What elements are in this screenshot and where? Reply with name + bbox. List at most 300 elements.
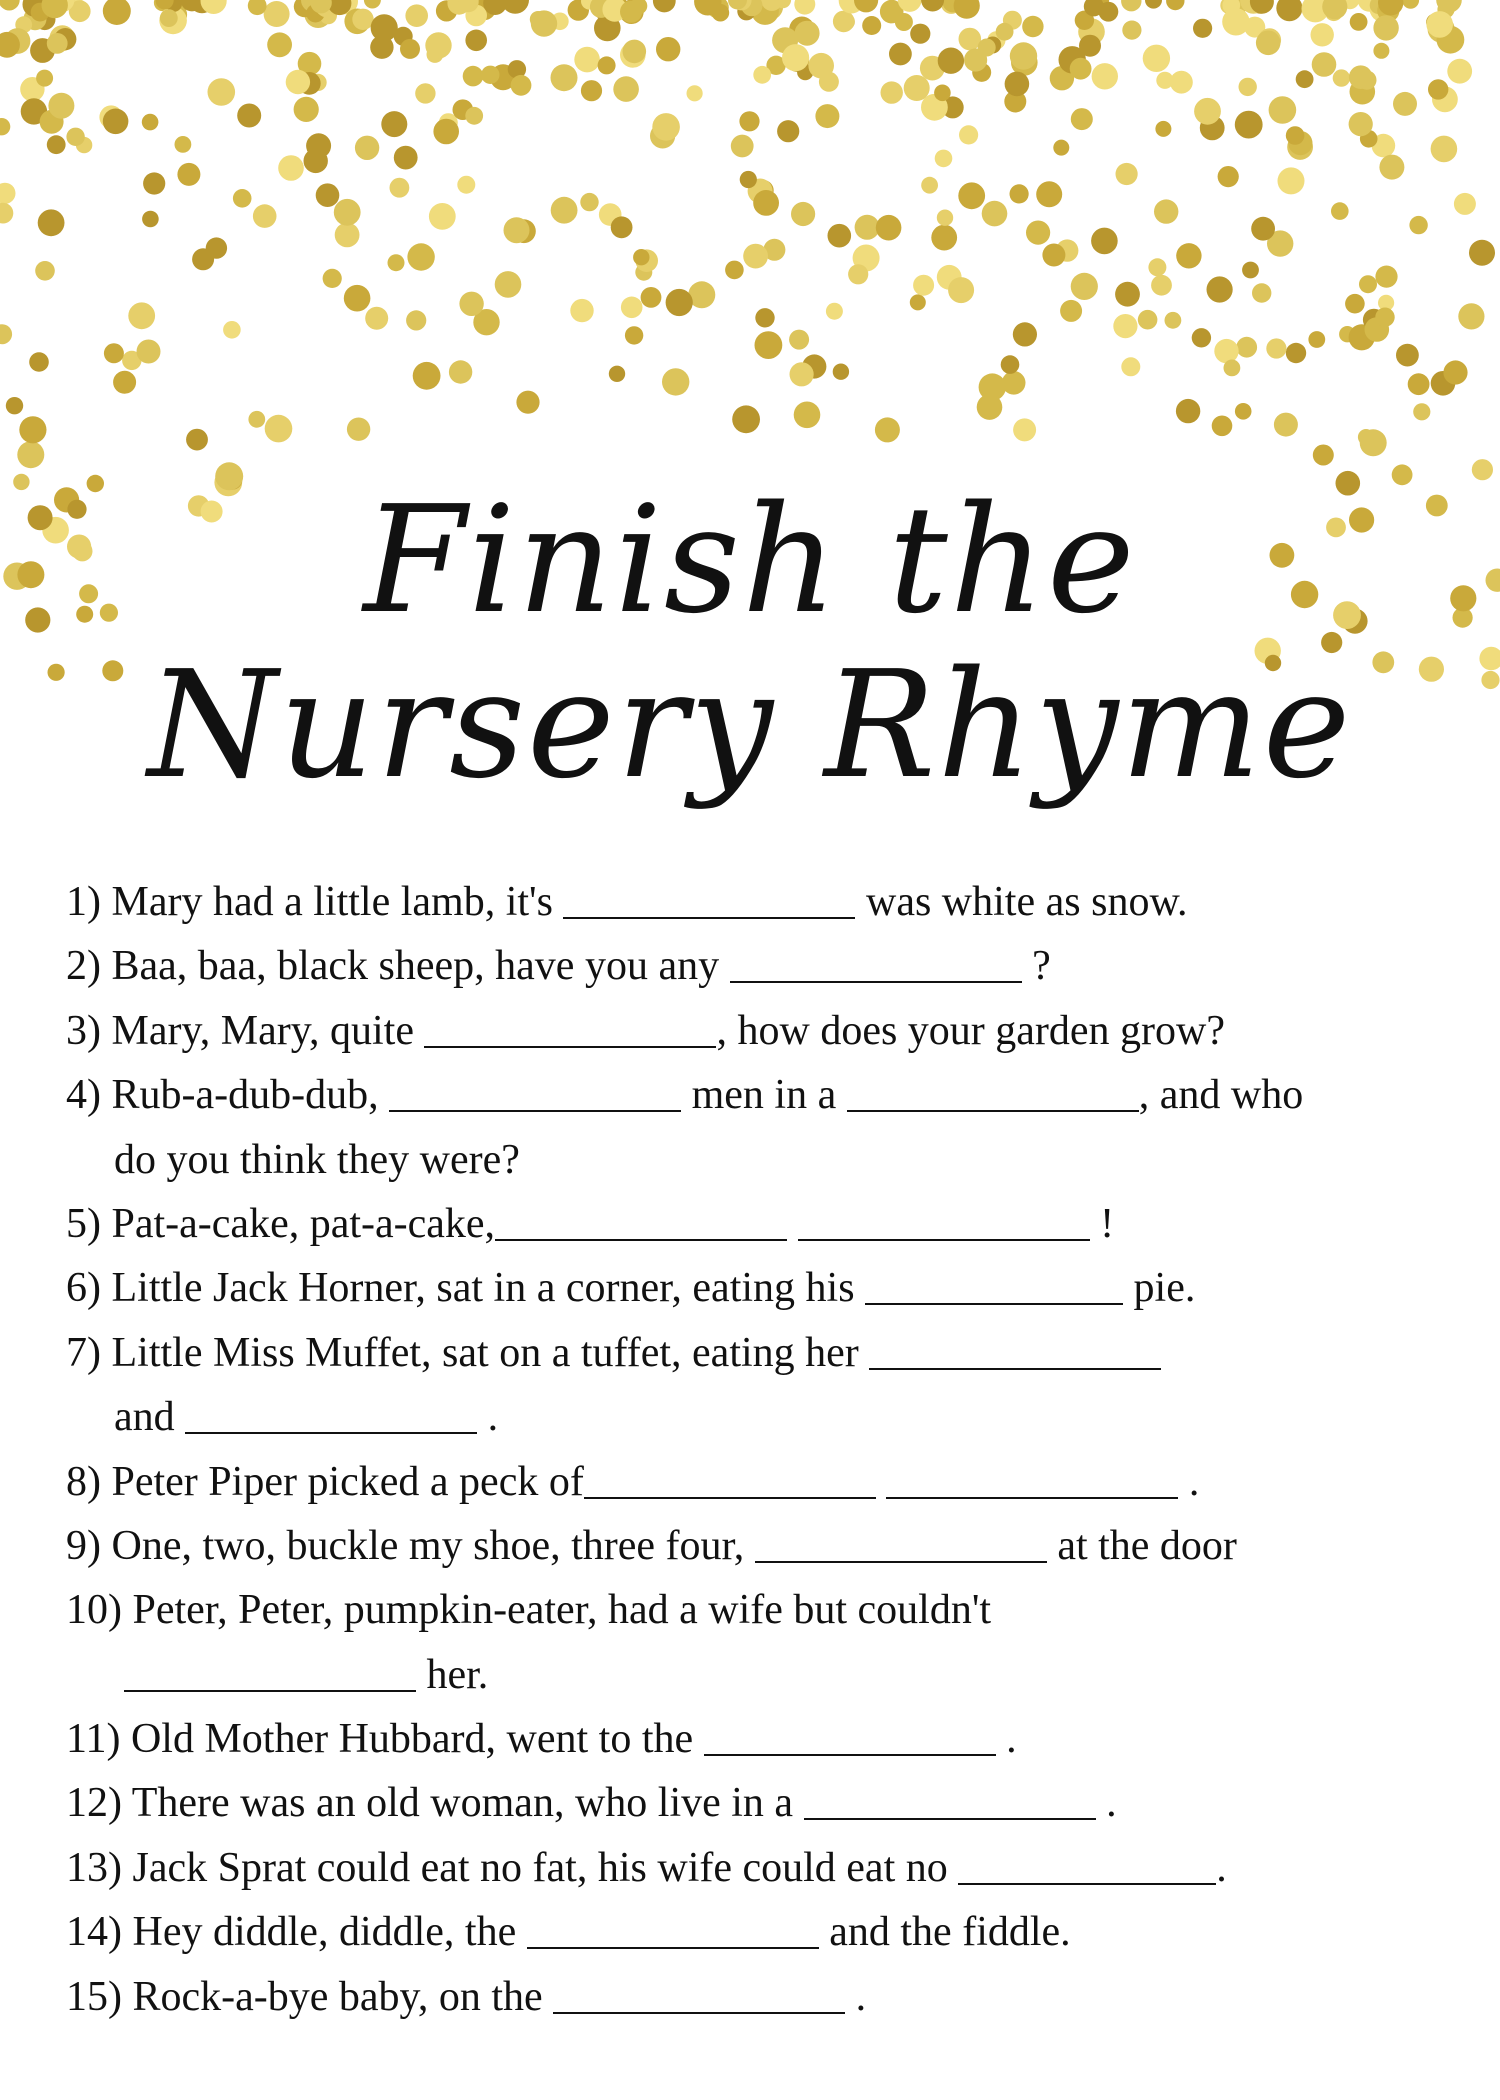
confetti-dot xyxy=(1286,343,1306,363)
answer-blank[interactable] xyxy=(495,1199,787,1241)
confetti-dot xyxy=(449,360,472,383)
confetti-dot xyxy=(495,271,522,298)
confetti-dot xyxy=(223,321,241,339)
confetti-dot xyxy=(1308,331,1325,348)
confetti-dot xyxy=(175,136,192,153)
confetti-dot xyxy=(1222,8,1249,35)
confetti-dot xyxy=(1170,71,1193,94)
question-number: 2) xyxy=(66,943,101,990)
confetti-dot xyxy=(958,182,985,209)
confetti-dot xyxy=(103,0,131,25)
confetti-dot xyxy=(1193,19,1212,38)
question-text: her. xyxy=(426,1651,489,1698)
confetti-dot xyxy=(1148,258,1166,276)
confetti-dot xyxy=(1022,16,1043,37)
confetti-dot xyxy=(904,75,930,101)
confetti-dot xyxy=(795,21,820,46)
confetti-dot xyxy=(142,211,159,228)
confetti-dot xyxy=(1071,273,1098,300)
question-10 xyxy=(66,1578,1466,1642)
question-text: ! xyxy=(1100,1200,1115,1247)
question-text: Mary had a little lamb, it's xyxy=(111,879,553,925)
confetti-dot xyxy=(413,362,441,390)
confetti-dot xyxy=(833,364,849,380)
confetti-dot xyxy=(782,44,809,71)
confetti-dot xyxy=(29,352,49,372)
title-line-1: Finish the xyxy=(363,474,1137,646)
confetti-dot xyxy=(278,155,304,181)
confetti-dot xyxy=(352,9,373,30)
answer-blank[interactable] xyxy=(798,1199,1090,1241)
question-number: 1) xyxy=(66,879,101,925)
confetti-dot xyxy=(959,28,982,51)
confetti-dot xyxy=(388,254,405,271)
question-13 xyxy=(66,1836,1466,1900)
confetti-dot xyxy=(1431,136,1458,163)
confetti-dot xyxy=(996,23,1014,41)
question-text: Little Jack Horner, sat in a corner, eating his xyxy=(111,1265,855,1312)
confetti-dot xyxy=(1235,111,1263,139)
confetti-dot xyxy=(1154,199,1178,223)
confetti-dot xyxy=(390,178,410,198)
confetti-dot xyxy=(1071,108,1093,130)
confetti-dot xyxy=(1359,275,1377,293)
answer-blank[interactable] xyxy=(958,1843,1216,1885)
confetti-dot xyxy=(687,85,703,101)
question-4 xyxy=(66,1063,1466,1127)
answer-blank[interactable] xyxy=(847,1070,1139,1112)
confetti-dot xyxy=(1121,0,1141,11)
confetti-dot xyxy=(666,289,693,316)
confetti-dot xyxy=(613,76,639,102)
confetti-dot xyxy=(1251,217,1275,241)
question-number: 5) xyxy=(66,1200,101,1247)
confetti-dot xyxy=(1026,221,1050,245)
confetti-dot xyxy=(371,14,398,41)
confetti-dot xyxy=(1156,72,1173,89)
confetti-dot xyxy=(1408,373,1430,395)
confetti-dot xyxy=(316,183,340,207)
confetti-dot xyxy=(0,0,20,11)
confetti-dot xyxy=(1333,69,1350,86)
confetti-dot xyxy=(623,40,647,64)
confetti-dot xyxy=(394,146,418,170)
question-text: , and who xyxy=(1138,1072,1304,1119)
answer-blank[interactable] xyxy=(527,1907,819,1949)
confetti-dot xyxy=(979,373,1006,400)
confetti-dot xyxy=(948,277,974,303)
question-text: There was an old woman, who live in a xyxy=(131,1780,794,1827)
question-text: men in a xyxy=(691,1072,837,1119)
confetti-dot xyxy=(66,128,84,146)
question-text: Peter Piper picked a peck of xyxy=(111,1458,584,1505)
confetti-dot xyxy=(1252,283,1271,302)
question-15 xyxy=(66,1965,1466,2029)
confetti-dot xyxy=(128,302,155,329)
confetti-dot xyxy=(633,249,649,265)
confetti-dot xyxy=(530,11,547,28)
confetti-dot xyxy=(463,66,484,87)
confetti-dot xyxy=(1454,193,1476,215)
confetti-dot xyxy=(652,113,680,141)
question-2 xyxy=(66,934,1466,998)
confetti-dot xyxy=(753,190,779,216)
answer-blank[interactable] xyxy=(563,877,855,919)
confetti-dot xyxy=(1005,72,1030,97)
answer-blank[interactable] xyxy=(869,1328,1161,1370)
confetti-dot xyxy=(334,199,361,226)
confetti-dot xyxy=(0,183,16,204)
confetti-dot xyxy=(347,418,370,441)
confetti-dot xyxy=(662,368,689,395)
confetti-dot xyxy=(1409,216,1427,234)
confetti-dot xyxy=(862,16,881,35)
question-number: 9) xyxy=(66,1522,101,1569)
confetti-dot xyxy=(1396,344,1419,367)
confetti-dot xyxy=(1379,155,1404,180)
question-1 xyxy=(66,870,1466,934)
confetti-dot xyxy=(641,287,662,308)
confetti-dot xyxy=(1458,303,1484,329)
confetti-dot xyxy=(653,0,676,12)
confetti-dot xyxy=(1426,11,1453,38)
confetti-dot xyxy=(1242,262,1259,279)
confetti-dot xyxy=(1373,43,1389,59)
answer-blank[interactable] xyxy=(584,1457,876,1499)
confetti-dot xyxy=(1269,96,1297,124)
question-5 xyxy=(66,1192,1466,1256)
confetti-dot xyxy=(237,104,261,128)
confetti-dot xyxy=(1207,276,1233,302)
confetti-dot xyxy=(921,177,938,194)
confetti-dot xyxy=(142,114,159,131)
confetti-dot xyxy=(0,118,10,135)
confetti-dot xyxy=(1002,371,1026,395)
confetti-dot xyxy=(425,32,451,58)
question-text: Jack Sprat could eat no fat, his wife could eat no xyxy=(132,1844,948,1891)
confetti-dot xyxy=(881,81,903,103)
question-text: Pat-a-cake, pat-a-cake, xyxy=(111,1200,496,1247)
confetti-dot xyxy=(355,136,379,160)
confetti-dot xyxy=(937,210,953,226)
confetti-dot xyxy=(739,111,759,131)
confetti-dot xyxy=(875,417,900,442)
confetti-dot xyxy=(137,340,161,364)
confetti-dot xyxy=(177,163,200,186)
confetti-dot xyxy=(265,415,293,443)
confetti-dot xyxy=(233,189,252,208)
confetti-dot xyxy=(267,32,292,57)
confetti-dot xyxy=(1010,184,1029,203)
confetti-dot xyxy=(264,1,290,27)
confetti-dot xyxy=(17,441,44,468)
confetti-dot xyxy=(1010,42,1037,69)
confetti-dot xyxy=(833,11,855,33)
confetti-dot xyxy=(1036,181,1062,207)
answer-blank[interactable] xyxy=(865,1263,1123,1305)
confetti-dot xyxy=(1349,112,1373,136)
confetti-dot xyxy=(732,405,760,433)
confetti-dot xyxy=(1092,63,1118,89)
confetti-dot xyxy=(192,248,214,270)
question-number: 6) xyxy=(66,1265,101,1312)
confetti-dot xyxy=(248,411,265,428)
confetti-dot xyxy=(1070,58,1092,80)
answer-blank[interactable] xyxy=(755,1521,1047,1563)
confetti-dot xyxy=(1350,13,1368,31)
confetti-dot xyxy=(755,308,774,327)
confetti-dot xyxy=(1212,416,1233,437)
confetti-dot xyxy=(1312,52,1337,77)
confetti-dot xyxy=(1447,59,1472,84)
confetti-dot xyxy=(459,292,483,316)
question-10-continued xyxy=(66,1643,1466,1707)
confetti-dot xyxy=(826,303,843,320)
confetti-dot xyxy=(1311,23,1334,46)
confetti-dot xyxy=(1235,403,1252,420)
confetti-dot xyxy=(1060,300,1082,322)
confetti-dot xyxy=(982,201,1008,227)
confetti-dot xyxy=(335,223,360,248)
confetti-dot xyxy=(516,391,539,414)
confetti-dot xyxy=(1013,322,1037,346)
confetti-dot xyxy=(1375,266,1397,288)
question-text: was white as snow. xyxy=(865,879,1188,925)
question-text: . xyxy=(487,1394,499,1441)
question-9 xyxy=(66,1514,1466,1578)
confetti-dot xyxy=(36,70,53,87)
confetti-dot xyxy=(935,150,953,168)
confetti-dot xyxy=(113,371,136,394)
confetti-dot xyxy=(1331,202,1349,220)
question-number: 12) xyxy=(66,1780,122,1827)
confetti-dot xyxy=(828,224,852,248)
question-text: Peter, Peter, pumpkin-eater, had a wife but couldn't xyxy=(132,1587,992,1634)
question-text: and xyxy=(114,1394,175,1441)
confetti-dot xyxy=(1194,98,1221,125)
confetti-dot xyxy=(656,37,680,61)
question-text: . xyxy=(1216,1844,1227,1891)
confetti-dot xyxy=(931,225,957,251)
answer-blank[interactable] xyxy=(185,1392,477,1434)
confetti-dot xyxy=(789,330,809,350)
confetti-dot xyxy=(0,203,13,224)
confetti-dot xyxy=(889,43,912,66)
confetti-dot xyxy=(1428,79,1448,99)
confetti-dot xyxy=(1413,403,1430,420)
confetti-dot xyxy=(755,331,783,359)
confetti-dot xyxy=(1218,166,1239,187)
confetti-dot xyxy=(791,202,815,226)
confetti-dot xyxy=(35,261,55,281)
confetti-dot xyxy=(407,243,434,270)
confetti-dot xyxy=(910,24,930,44)
question-14 xyxy=(66,1900,1466,1964)
confetti-dot xyxy=(1122,21,1141,40)
confetti-dot xyxy=(743,244,768,269)
confetti-dot xyxy=(186,429,208,451)
question-text: Rock-a-bye baby, on the xyxy=(132,1973,543,2020)
confetti-dot xyxy=(286,70,310,94)
answer-blank[interactable] xyxy=(124,1650,416,1692)
confetti-dot xyxy=(1224,360,1241,377)
question-text: . xyxy=(1006,1716,1017,1763)
answer-blank[interactable] xyxy=(804,1778,1096,1820)
confetti-dot xyxy=(790,362,814,386)
confetti-dot xyxy=(954,0,980,19)
confetti-dot xyxy=(0,324,12,344)
question-number: 7) xyxy=(66,1329,101,1376)
confetti-dot xyxy=(253,204,277,228)
confetti-dot xyxy=(794,0,815,15)
answer-blank[interactable] xyxy=(704,1714,996,1756)
confetti-dot xyxy=(38,209,65,236)
confetti-dot xyxy=(433,119,459,145)
confetti-dot xyxy=(1373,15,1398,40)
question-4-continued xyxy=(66,1128,1466,1192)
question-list xyxy=(66,870,1466,2029)
confetti-dot xyxy=(580,193,598,211)
confetti-dot xyxy=(160,9,178,27)
confetti-dot xyxy=(815,104,839,128)
confetti-dot xyxy=(1278,167,1305,194)
confetti-dot xyxy=(625,326,643,344)
question-3 xyxy=(66,999,1466,1063)
confetti-dot xyxy=(1013,418,1036,441)
question-text: Little Miss Muffet, sat on a tuffet, eating her xyxy=(111,1329,859,1376)
confetti-dot xyxy=(1357,71,1376,90)
answer-blank[interactable] xyxy=(886,1457,1178,1499)
confetti-dot xyxy=(19,416,46,443)
confetti-dot xyxy=(294,97,319,122)
confetti-dot xyxy=(959,125,978,144)
confetti-dot xyxy=(1145,0,1162,9)
question-text: at the door xyxy=(1057,1522,1237,1569)
question-12 xyxy=(66,1771,1466,1835)
confetti-dot xyxy=(978,39,996,57)
answer-blank[interactable] xyxy=(424,1006,716,1048)
confetti-dot xyxy=(934,85,951,102)
confetti-dot xyxy=(47,33,68,54)
answer-blank[interactable] xyxy=(553,1972,845,2014)
question-number: 11) xyxy=(66,1716,121,1763)
question-number: 15) xyxy=(66,1973,122,2020)
confetti-dot xyxy=(1115,282,1140,307)
question-text: and the fiddle. xyxy=(829,1909,1071,1956)
confetti-dot xyxy=(794,402,821,429)
answer-blank[interactable] xyxy=(730,941,1022,983)
confetti-dot xyxy=(1116,163,1138,185)
confetti-dot xyxy=(47,135,66,154)
confetti-dot xyxy=(1001,355,1020,374)
confetti-dot xyxy=(1358,429,1374,445)
confetti-dot xyxy=(504,217,530,243)
confetti-dot xyxy=(415,83,435,103)
confetti-dot xyxy=(609,366,625,382)
question-text: pie. xyxy=(1133,1265,1196,1312)
confetti-dot xyxy=(913,275,934,296)
confetti-dot xyxy=(921,0,944,12)
question-number: 13) xyxy=(66,1844,122,1891)
confetti-dot xyxy=(1166,0,1184,10)
confetti-dot xyxy=(406,310,426,330)
confetti-dot xyxy=(365,307,388,330)
confetti-dot xyxy=(344,285,371,312)
question-number: 14) xyxy=(66,1909,122,1956)
question-7-continued xyxy=(66,1385,1466,1449)
confetti-dot xyxy=(731,135,754,158)
confetti-dot xyxy=(1375,308,1394,327)
confetti-dot xyxy=(1286,126,1305,145)
confetti-dot xyxy=(405,4,428,27)
question-7 xyxy=(66,1321,1466,1385)
confetti-dot xyxy=(570,299,593,322)
question-text: Rub-a-dub-dub, xyxy=(111,1072,379,1119)
confetti-dot xyxy=(1053,140,1069,156)
question-text: ? xyxy=(1032,943,1051,990)
question-6 xyxy=(66,1256,1466,1320)
question-number: 4) xyxy=(66,1072,101,1119)
confetti-dot xyxy=(1155,121,1171,137)
confetti-dot xyxy=(1345,294,1365,314)
confetti-dot xyxy=(551,197,578,224)
answer-blank[interactable] xyxy=(389,1070,681,1112)
confetti-dot xyxy=(620,1,642,23)
confetti-dot xyxy=(1176,243,1201,268)
confetti-dot xyxy=(1138,310,1158,330)
confetti-dot xyxy=(777,120,799,142)
confetti-dot xyxy=(1091,228,1118,255)
confetti-dot xyxy=(1236,337,1257,358)
confetti-dot xyxy=(1256,31,1281,56)
confetti-dot xyxy=(465,30,487,52)
question-8 xyxy=(66,1450,1466,1514)
confetti-dot xyxy=(6,397,23,414)
question-11 xyxy=(66,1707,1466,1771)
confetti-dot xyxy=(551,64,578,91)
confetti-dot xyxy=(143,172,165,194)
confetti-dot xyxy=(1266,338,1286,358)
title-line-2: Nursery Rhyme xyxy=(147,639,1353,811)
question-text: do you think they were? xyxy=(114,1136,520,1183)
confetti-dot xyxy=(457,176,475,194)
question-number: 10) xyxy=(66,1587,122,1634)
confetti-dot xyxy=(1393,92,1417,116)
confetti-dot xyxy=(611,216,633,238)
confetti-dot xyxy=(323,269,342,288)
confetti-dot xyxy=(429,203,456,230)
confetti-dot xyxy=(465,107,483,125)
confetti-dot xyxy=(1239,78,1257,96)
confetti-dot xyxy=(400,39,420,59)
confetti-dot xyxy=(1313,445,1334,466)
confetti-dot xyxy=(364,0,381,9)
confetti-dot xyxy=(1113,314,1137,338)
question-text: . xyxy=(1188,1458,1200,1505)
confetti-dot xyxy=(208,78,236,106)
confetti-dot xyxy=(103,109,129,135)
confetti-dot xyxy=(1276,0,1302,21)
confetti-dot xyxy=(48,93,74,119)
confetti-dot xyxy=(848,264,868,284)
confetti-dot xyxy=(511,75,532,96)
confetti-dot xyxy=(753,66,771,84)
confetti-dot xyxy=(1042,244,1065,267)
question-text: , how does your garden grow? xyxy=(716,1007,1226,1054)
confetti-dot xyxy=(574,47,600,73)
confetti-dot xyxy=(819,72,839,92)
confetti-dot xyxy=(910,294,926,310)
